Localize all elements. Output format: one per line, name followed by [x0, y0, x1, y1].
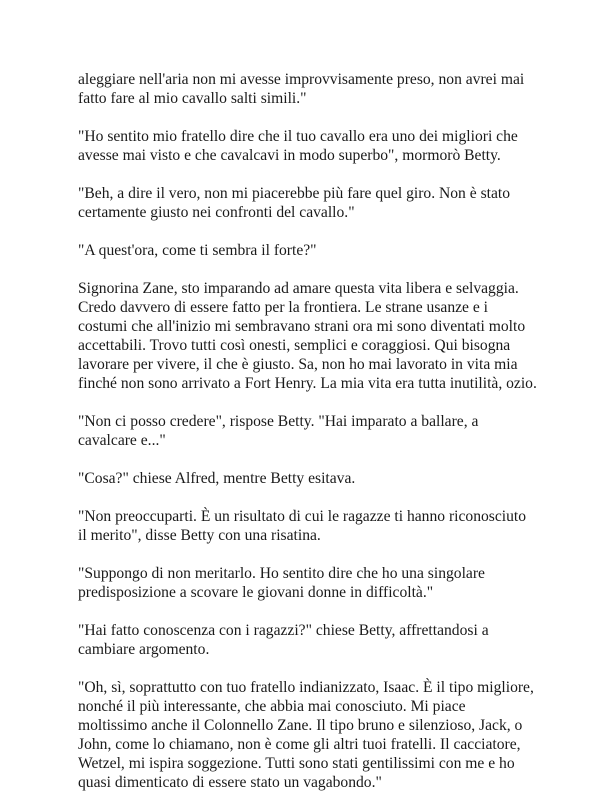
paragraph: "Hai fatto conoscenza con i ragazzi?" chiese Betty, affrettandosi a cambiare argomento.: [78, 622, 489, 658]
paragraph: "A quest'ora, come ti sembra il forte?": [78, 242, 317, 259]
paragraph: "Suppongo di non meritarlo. Ho sentito dire che ho una singolare predisposizione a scovare le giovani donne in difficoltà.": [78, 565, 485, 601]
paragraph: "Cosa?" chiese Alfred, mentre Betty esitava.: [78, 470, 356, 487]
paragraph: "Non preoccuparti. È un risultato di cui le ragazze ti hanno riconosciuto il merito", disse Betty con una risatina.: [78, 508, 527, 544]
paragraph: "Oh, sì, soprattutto con tuo fratello indianizzato, Isaac. È il tipo migliore, nonché il più interessante, che abbia mai conosciuto. Mi piace moltissimo anche il Colonnello Zane. Il tipo bruno e silenzioso, Jack, o John, come lo chiamano, non è come gli altri tuoi fratelli. Il cacciatore, Wetzel, mi ispira soggezione. Tutti sono stati gentilissimi con me e ho quasi dimenticato di essere stato un vagabondo.": [78, 679, 534, 791]
paragraph: "Beh, a dire il vero, non mi piacerebbe più fare quel giro. Non è stato certamente giusto nei confronti del cavallo.": [78, 185, 511, 221]
paragraph: aleggiare nell'aria non mi avesse improvvisamente preso, non avrei mai fatto fare al mio cavallo salti simili.": [78, 71, 525, 107]
paragraph: Signorina Zane, sto imparando ad amare questa vita libera e selvaggia. Credo davvero di essere fatto per la frontiera. Le strane usanze e i costumi che all'inizio mi sembravano strani ora mi sono diventati molto accettabili. Trovo tutti così onesti, semplici e coraggiosi. Qui bisogna lavorare per vivere, il che è giusto. Sa, non ho mai lavorato in vita mia finché non sono arrivato a Fort Henry. La mia vita era tutta inutilità, ozio.: [78, 280, 537, 392]
paragraph: "Non ci posso credere", rispose Betty. "Hai imparato a ballare, a cavalcare e...": [78, 413, 479, 449]
body-text: [78, 70, 538, 811]
paragraph: "Ho sentito mio fratello dire che il tuo cavallo era uno dei migliori che avesse mai visto e che cavalcavi in modo superbo", mormorò Betty.: [78, 128, 518, 164]
